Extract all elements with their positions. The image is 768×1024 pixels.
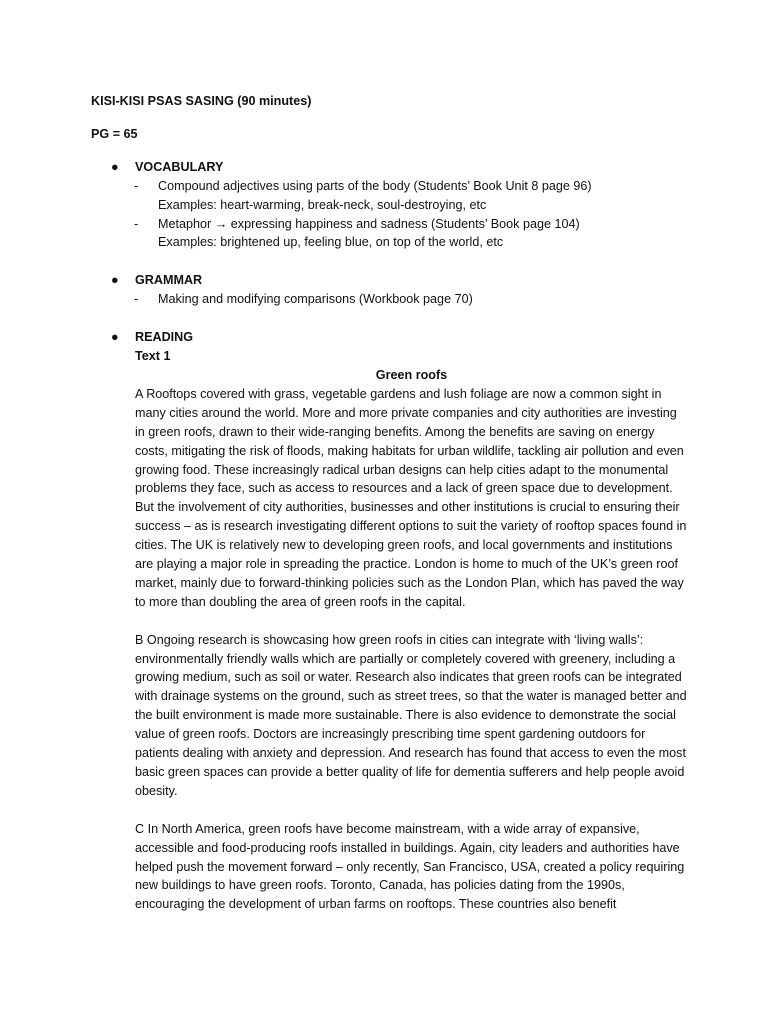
reading-paragraph-a: A Rooftops covered with grass, vegetable gardens and lush foliage are now a common sight in many cities around the world. More and more private companies and city authorities are investing in green roofs, drawn to their wide-ranging benefits. Among the benefits are saving on energy costs, mitigating the risk of floods, making habitats for urban wildlife, tackling air pollution and even growing food. These increasingly radical urban designs can help cities adapt to the monumental problems they face, such as access to resources and a lack of green space due to development. But the involvement of city authorities, businesses and other institutions is crucial to ensuring their success – as is research investigating different options to suit the variety of rooftop spaces found in cities. The UK is relatively new to developing green roofs, and local governments and institutions are playing a major role in spreading the practice. London is home to much of the UK’s green roof market, mainly due to forward-thinking policies such as the London Plan, which has paved the way to more than doubling the area of green roofs in the capital. xyxy=(135,386,687,609)
reading-heading-text: READING xyxy=(135,330,194,345)
grammar-item-1-text: Making and modifying comparisons (Workbook page 70) xyxy=(158,292,473,307)
vocabulary-heading-text: VOCABULARY xyxy=(135,159,224,174)
dash-icon: - xyxy=(134,292,139,307)
bullet-icon: ● xyxy=(111,330,119,345)
document-title: KISI-KISI PSAS SASING (90 minutes) xyxy=(91,94,312,108)
pg-count: PG = 65 xyxy=(91,126,138,141)
grammar-section xyxy=(91,271,688,309)
reading-paragraph-c: C In North America, green roofs have become mainstream, with a wide array of expansive, accessible and food-producing roofs installed in buildings. Again, city leaders and authorities have helped push the movement forward – only recently, San Francisco, USA, created a policy requiring new buildings to have green roofs. Toronto, Canada, has policies dating from the 1990s, encouraging the development of urban farms on rooftops. These countries also benefit xyxy=(135,821,685,912)
dash-icon: - xyxy=(134,178,139,193)
reading-title: Green roofs xyxy=(375,367,448,382)
reading-paragraph-b: B Ongoing research is showcasing how green roofs in cities can integrate with ‘living walls’: environmentally friendly walls which are partially or completely covered with greenery, including a growing medium, such as soil or water. Research also indicates that green roofs can be integrated with drainage systems on the ground, such as street trees, so that the water is managed better and the built environment is made more sustainable. There is also evidence to demonstrate the social value of green roofs. Doctors are increasingly prescribing time spent gardening outdoors for patients dealing with anxiety and depression. And research has found that access to even the most basic green spaces can provide a better quality of life for dementia sufferers and help people avoid obesity. xyxy=(135,632,687,798)
grammar-item-1 xyxy=(91,290,688,309)
vocabulary-item-2-examples: Examples: brightened up, feeling blue, on top of the world, etc xyxy=(158,235,504,250)
vocabulary-heading xyxy=(91,158,688,177)
vocabulary-section xyxy=(91,158,688,253)
vocabulary-item-2-text: Metaphor → expressing happiness and sadness (Students’ Book page 104) xyxy=(158,216,580,231)
vocabulary-item-2 xyxy=(91,215,688,234)
reading-heading xyxy=(91,328,688,347)
reading-section xyxy=(91,328,688,914)
bullet-icon: ● xyxy=(111,273,119,288)
bullet-icon: ● xyxy=(111,159,119,174)
grammar-heading xyxy=(91,271,688,290)
reading-text-label: Text 1 xyxy=(135,349,171,364)
vocabulary-item-1-text: Compound adjectives using parts of the body (Students’ Book Unit 8 page 96) xyxy=(158,178,592,193)
dash-icon: - xyxy=(134,216,139,231)
grammar-heading-text: GRAMMAR xyxy=(135,273,203,288)
vocabulary-item-1-examples: Examples: heart-warming, break-neck, soul-destroying, etc xyxy=(158,197,487,212)
vocabulary-item-1 xyxy=(91,177,688,196)
